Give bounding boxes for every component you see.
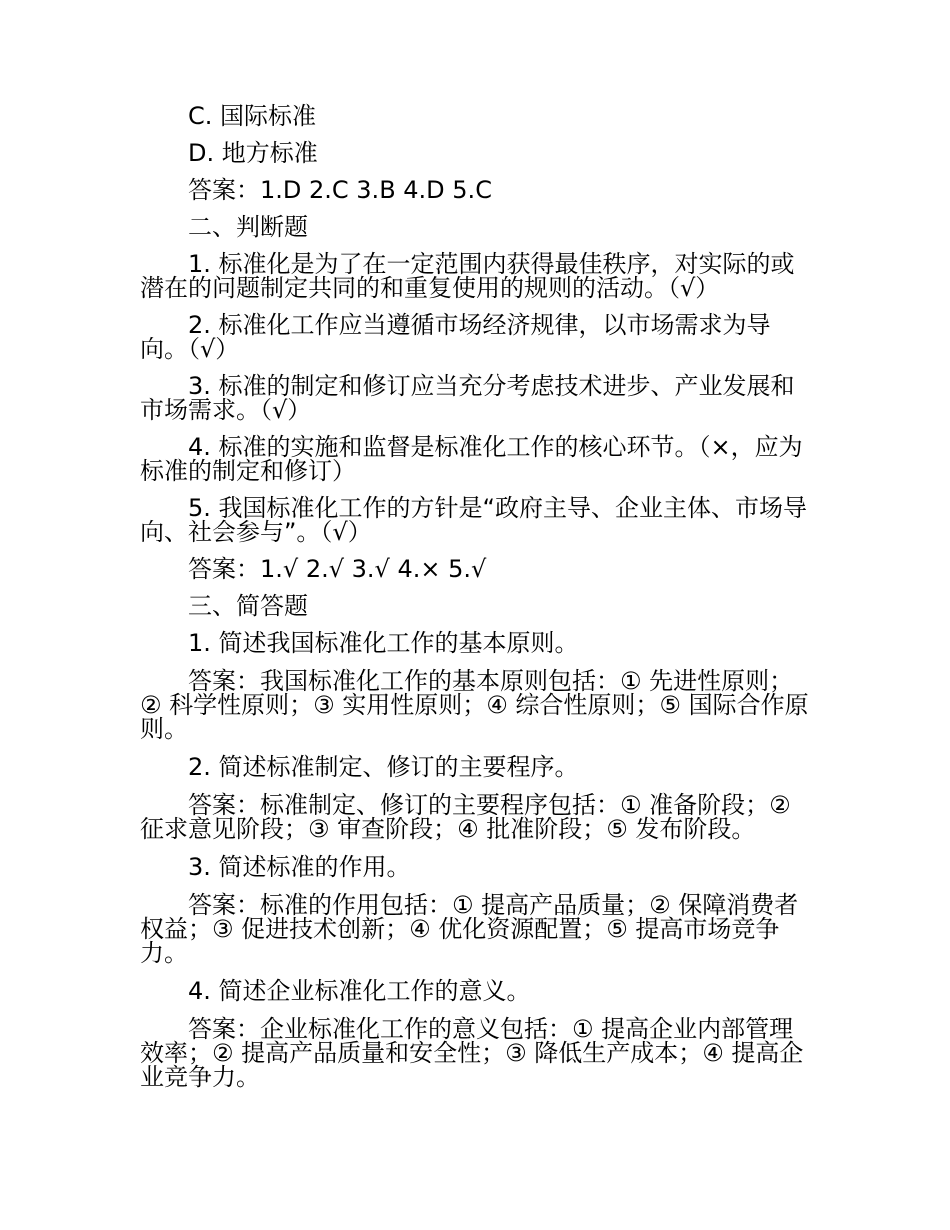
judgement-item-5: 5. 我国标准化工作的方针是“政府主导、企业主体、市场导向、社会参与”。（√）: [140, 494, 807, 546]
answer-judgement: 答案：1.√ 2.√ 3.√ 4.× 5.√: [188, 555, 487, 583]
option-d: D. 地方标准: [188, 139, 318, 167]
answer-2: 答案：标准制定、修订的主要程序包括：① 准备阶段；② 征求意见阶段；③ 审查阶段；④ 批准阶段；⑤ 发布阶段。: [140, 791, 791, 843]
option-c: C. 国际标准: [188, 102, 317, 130]
answer-choice: 答案：1.D 2.C 3.B 4.D 5.C: [188, 176, 492, 204]
document-page: [140, 104, 812, 1089]
section-heading-short-answer: 三、简答题: [188, 592, 308, 620]
question-4: 4. 简述企业标准化工作的意义。: [188, 977, 531, 1005]
answer-3: 答案：标准的作用包括：① 提高产品质量；② 保障消费者权益；③ 促进技术创新；④ 优化资源配置；⑤ 提高市场竞争力。: [140, 891, 799, 967]
answer-1: 答案：我国标准化工作的基本原则包括：① 先进性原则；② 科学性原则；③ 实用性原则；④ 综合性原则；⑤ 国际合作原则。: [140, 667, 809, 743]
section-heading-judgement: 二、判断题: [188, 213, 308, 241]
judgement-item-1: 1. 标准化是为了在一定范围内获得最佳秩序，对实际的或潜在的问题制定共同的和重复使用的规则的活动。（√）: [140, 250, 795, 302]
question-2: 2. 简述标准制定、修订的主要程序。: [188, 753, 579, 781]
judgement-item-3: 3. 标准的制定和修订应当充分考虑技术进步、产业发展和市场需求。（√）: [140, 372, 795, 424]
question-3: 3. 简述标准的作用。: [188, 853, 411, 881]
question-1: 1. 简述我国标准化工作的基本原则。: [188, 629, 579, 657]
answer-4: 答案：企业标准化工作的意义包括：① 提高企业内部管理效率；② 提高产品质量和安全性；③ 降低生产成本；④ 提高企业竞争力。: [140, 1015, 804, 1091]
judgement-item-2: 2. 标准化工作应当遵循市场经济规律，以市场需求为导向。（√）: [140, 311, 771, 363]
judgement-item-4: 4. 标准的实施和监督是标准化工作的核心环节。（×，应为标准的制定和修订）: [140, 433, 803, 485]
